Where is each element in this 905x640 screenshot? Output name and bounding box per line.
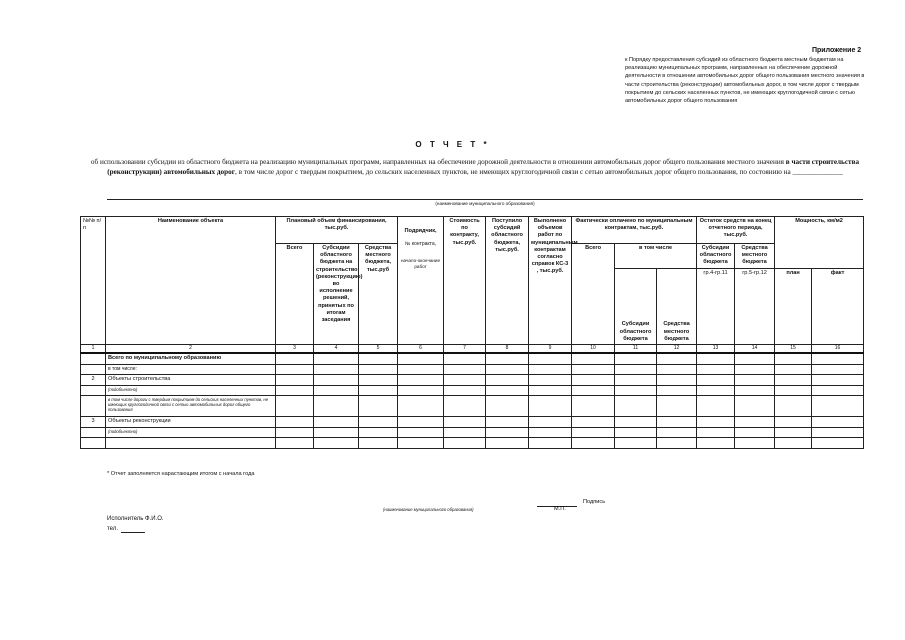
header-contract-cost: Стоимость по контракту, тыс.руб. [444, 217, 486, 345]
col-number: 16 [812, 345, 864, 354]
header-contractor [398, 217, 444, 345]
phone-label: тел. [107, 526, 118, 532]
col-number: 6 [398, 345, 444, 354]
report-title: О Т Ч Е Т * [415, 140, 490, 149]
row-construction-note: в том числе дороги с твердым покрытием до сельских населенных пунктов, не имеющих круглогодичной связи с сетью автомобильных дорог общего пользования [106, 396, 276, 417]
org-name-line [107, 199, 863, 200]
stamp-label: М.П. [554, 506, 566, 512]
col-number: 13 [697, 345, 735, 354]
col-number: 5 [359, 345, 398, 354]
table-row-construction [81, 375, 864, 386]
header-name: Наименование объекта [106, 217, 276, 345]
muni-caption: (наименование муниципального образования) [383, 507, 474, 512]
table-row-construction-note [81, 396, 864, 417]
header-paid: Фактически оплачено по муниципальным контрактам, тыс.руб. [572, 217, 697, 244]
row-total-label: Всего по муниципальному образованию [106, 353, 276, 365]
column-numbers-row [81, 345, 864, 354]
table-row-total [81, 353, 864, 365]
col-number: 1 [81, 345, 106, 354]
row-construction-num: 2 [81, 375, 106, 386]
table-row-incl [81, 365, 864, 375]
row-construction-label: Объекты строительства [106, 375, 276, 386]
header-balance-subsidy: Субсидии областного бюджета [697, 244, 735, 269]
header-received: Поступило субсидий областного бюджета, тыс.руб. [486, 217, 529, 345]
report-table [80, 216, 864, 449]
col-number: 9 [529, 345, 572, 354]
header-paid-local: Средства местного бюджета [657, 268, 697, 344]
header-num: №№ п/п [81, 217, 106, 345]
col-number: 8 [486, 345, 529, 354]
appendix-text: к Порядку предоставления субсидий из областного бюджета местным бюджетам на реализацию муниципальных программ, направленных на обеспечение дорожной деятельности в отношении автомобильных дорог общего пользования местного значения в части строительства (реконструкции) автомобильных дорог, в том числе дорог с твердым покрытием до сельских населенных пунктов, не имеющих круглогодичной связи с сетью автомобильных дорог общего пользования [625, 57, 865, 105]
col-number: 12 [657, 345, 697, 354]
header-capacity: Мощность, км/м2 [775, 217, 864, 269]
col-number: 4 [314, 345, 359, 354]
purpose-part2: , в том числе дорог с твердым покрытием, до сельских населенных пунктов, не имеющих круглогодичной связи с сетью автомобильных дорог общего пользования, по состоянию на ______________ [235, 168, 843, 176]
executor-label: Исполнитель Ф.И.О. [107, 516, 164, 522]
col-number: 15 [775, 345, 812, 354]
org-caption: (наименование муниципального образования) [435, 201, 535, 206]
header-plan-volume: Плановый объем финансирования, тыс.руб. [276, 217, 398, 244]
header-balance-formula2: гр.5-гр.12 [735, 268, 775, 344]
header-paid-subsidy: Субсидии областного бюджета [615, 268, 657, 344]
row-construction-sub: (подобъектно) [106, 386, 276, 396]
col-number: 11 [615, 345, 657, 354]
col-number: 14 [735, 345, 775, 354]
contract-no-label: № контракта, [405, 241, 437, 248]
col-number: 3 [276, 345, 314, 354]
work-dates-label: начало-окончание работ [400, 258, 441, 269]
row-reconstruction-label: Объекты реконструкции [106, 417, 276, 428]
table-row-reconstruction [81, 417, 864, 428]
header-balance: Остаток средств на конец отчетного периода, тыс.руб. [697, 217, 775, 244]
col-number: 2 [106, 345, 276, 354]
purpose-bold: в части строительства (реконструкции) автомобильных дорог [107, 158, 860, 176]
header-paid-incl: в том числе [615, 244, 697, 269]
header-paid-total: Всего [572, 244, 615, 345]
row-reconstruction-sub: (подобъектно) [106, 428, 276, 438]
header-plan-total: Всего [276, 244, 314, 345]
signature-label: Подпись [583, 499, 606, 505]
header-completed: Выполнено объемов работ по муниципальным контрактам согласно справок КС-3 , тыс.руб. [529, 217, 572, 345]
row-reconstruction-num: 3 [81, 417, 106, 428]
contractor-label: Подрядчик, [404, 228, 437, 234]
header-plan-subsidy: Субсидии областного бюджета на строительство (реконструкцию) во исполнение решений, принятых по итогам заседания [314, 244, 359, 345]
table-row-construction-sub [81, 386, 864, 396]
header-balance-local: Средства местного бюджета [735, 244, 775, 269]
header-capacity-plan: план [775, 268, 812, 344]
footnote: * Отчет заполняется нарастающим итогом с начала года [107, 471, 255, 477]
header-balance-formula1: гр.4-гр.11 [697, 268, 735, 344]
col-number: 10 [572, 345, 615, 354]
report-purpose [90, 157, 860, 177]
appendix-title: Приложение 2 [812, 47, 862, 54]
header-plan-local: Средства местного бюджета, тыс.руб [359, 244, 398, 345]
purpose-part1: об использовании субсидии из областного бюджета на реализацию муниципальных программ, направленных на обеспечение дорожной деятельности в отношении автомобильных дорог общего пользования местного значения [90, 158, 784, 166]
col-number: 7 [444, 345, 486, 354]
table-row-reconstruction-sub [81, 428, 864, 438]
table-row-empty [81, 438, 864, 449]
phone-line [121, 532, 145, 533]
row-incl-label: в том числе: [106, 365, 276, 375]
header-capacity-fact: факт [812, 268, 864, 344]
